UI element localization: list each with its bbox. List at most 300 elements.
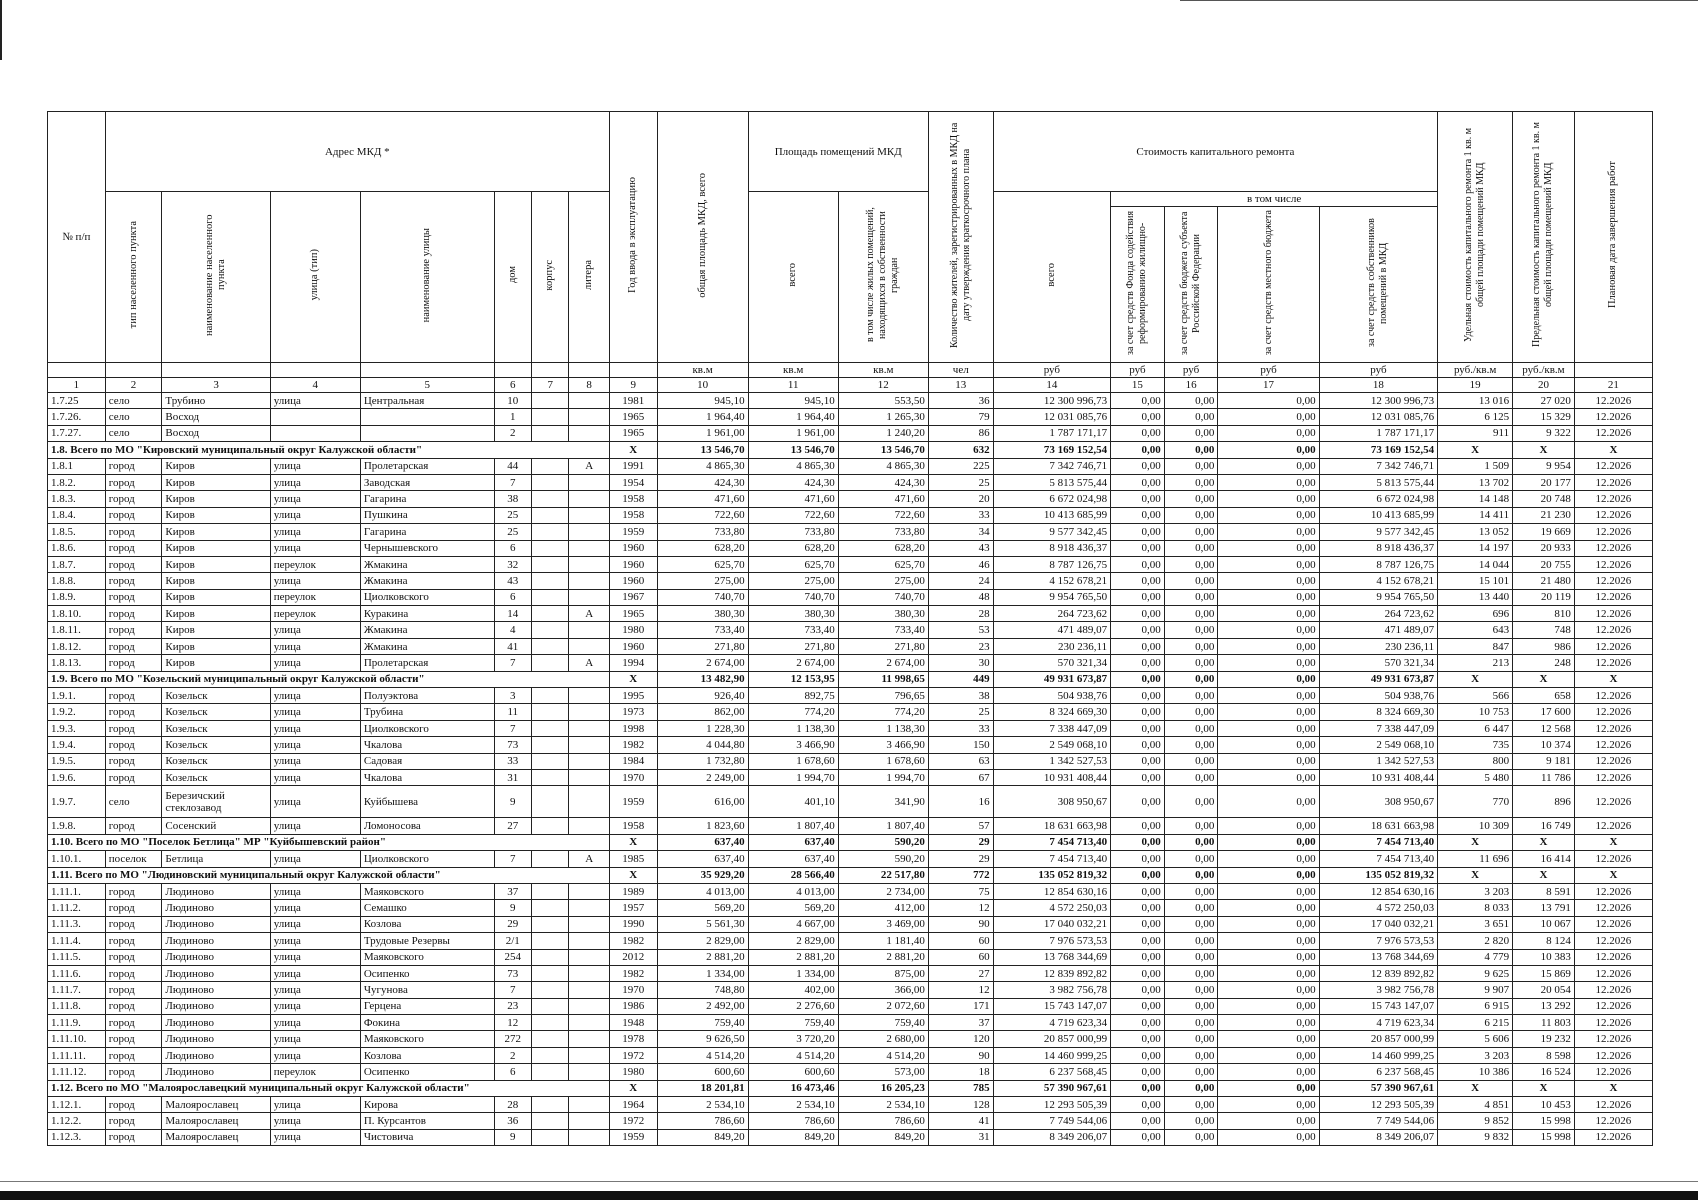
table-cell: Маяковского [360,949,494,965]
table-cell: 0,00 [1218,1129,1319,1145]
table-cell: 0,00 [1111,1097,1165,1113]
table-cell: 16 414 [1513,851,1575,867]
table-cell: 748 [1513,622,1575,638]
row-number: 1.11.12. [48,1064,106,1080]
table-cell [531,998,568,1014]
table-cell: город [105,556,162,572]
summary-cell: 11 998,65 [838,671,928,687]
header-cost-total: всего [1045,263,1057,287]
table-cell: 2 549 068,10 [993,737,1110,753]
table-cell: 12.2026 [1574,425,1652,441]
table-cell: Фокина [360,1015,494,1031]
table-cell: 1 994,70 [838,769,928,785]
table-cell: улица [270,524,360,540]
row-number: 1.11.7. [48,982,106,998]
table-cell: 271,80 [838,638,928,654]
table-cell: 722,60 [748,507,838,523]
table-cell [531,474,568,490]
table-cell: 29 [494,916,531,932]
table-cell [531,720,568,736]
summary-cell: X [1574,671,1652,687]
table-cell: 0,00 [1218,883,1319,899]
column-number: 9 [609,378,657,393]
summary-cell: 637,40 [657,834,748,850]
table-cell: 0,00 [1218,933,1319,949]
table-cell: 0,00 [1111,1129,1165,1145]
summary-label: 1.9. Всего по МО "Козельский муниципальный округ Калужской области" [48,671,610,687]
table-cell: 0,00 [1164,1047,1218,1063]
table-cell: город [105,688,162,704]
table-cell [569,1097,610,1113]
table-cell [569,622,610,638]
table-cell: 0,00 [1164,851,1218,867]
table-cell: 12.2026 [1574,393,1652,409]
table-cell: переулок [270,606,360,622]
unit-total-area: кв.м [657,363,748,378]
table-cell [569,982,610,998]
table-cell: 0,00 [1111,638,1165,654]
table-cell [531,655,568,671]
table-cell: 7 454 713,40 [1319,851,1438,867]
table-cell: 4 514,20 [657,1047,748,1063]
header-building: корпус [544,259,556,291]
table-cell: 9 852 [1438,1113,1513,1129]
unit-fund: руб [1111,363,1165,378]
table-cell: 628,20 [838,540,928,556]
table-cell: 18 631 663,98 [993,818,1110,834]
table-cell: 1 [494,409,531,425]
table-row [48,393,1653,409]
table-cell: 272 [494,1031,531,1047]
table-cell: 1 342 527,53 [1319,753,1438,769]
table-cell: 424,30 [748,474,838,490]
table-cell: 759,40 [657,1015,748,1031]
table-row [48,1031,1653,1047]
table-cell: 2/1 [494,933,531,949]
table-cell: 7 976 573,53 [993,933,1110,949]
table-cell: 1 334,00 [657,965,748,981]
table-cell: 926,40 [657,688,748,704]
table-cell: А [569,458,610,474]
summary-cell: 0,00 [1111,834,1165,850]
summary-row [48,442,1653,458]
summary-cell: 7 454 713,40 [993,834,1110,850]
table-cell: Жмакина [360,573,494,589]
table-row [48,851,1653,867]
table-cell: 5 606 [1438,1031,1513,1047]
table-cell: 23 [928,638,993,654]
table-cell: 14 411 [1438,507,1513,523]
table-cell: 6 672 024,98 [1319,491,1438,507]
table-cell: 0,00 [1164,507,1218,523]
table-cell: 120 [928,1031,993,1047]
table-cell: улица [270,916,360,932]
table-row [48,458,1653,474]
table-cell: улица [270,1129,360,1145]
table-row [48,556,1653,572]
table-cell: Жмакина [360,638,494,654]
table-cell: 4 572 250,03 [1319,900,1438,916]
table-cell: 849,20 [657,1129,748,1145]
table-cell: Людиново [162,933,270,949]
table-cell: 0,00 [1218,916,1319,932]
table-cell: 63 [928,753,993,769]
table-cell: 2 881,20 [748,949,838,965]
table-cell [531,589,568,605]
summary-cell: 0,00 [1164,671,1218,687]
summary-cell: 18 201,81 [657,1080,748,1096]
table-cell: 18 [928,1064,993,1080]
table-cell: 0,00 [1164,753,1218,769]
table-cell: 0,00 [1111,655,1165,671]
table-cell: 90 [928,1047,993,1063]
table-cell: 0,00 [1111,737,1165,753]
table-cell [531,638,568,654]
table-cell: 15 743 147,07 [993,998,1110,1014]
table-cell: 1 334,00 [748,965,838,981]
table-cell: 90 [928,916,993,932]
table-cell: 16 524 [1513,1064,1575,1080]
header-letter: литера [583,259,595,291]
table-cell: Семашко [360,900,494,916]
summary-cell: 0,00 [1164,1080,1218,1096]
table-cell: 24 [928,573,993,589]
table-cell: 12 [928,982,993,998]
table-cell: 0,00 [1218,1015,1319,1031]
table-cell: 308 950,67 [1319,786,1438,818]
table-cell: 1 678,60 [748,753,838,769]
row-number: 1.9.1. [48,688,106,704]
table-cell: 600,60 [748,1064,838,1080]
summary-cell: 0,00 [1218,834,1319,850]
table-cell: 20 748 [1513,491,1575,507]
table-cell: 0,00 [1164,1031,1218,1047]
summary-cell: 449 [928,671,993,687]
table-cell: 14 [494,606,531,622]
table-cell: 2 492,00 [657,998,748,1014]
table-cell [531,425,568,441]
table-cell: 1 787 171,17 [993,425,1110,441]
table-cell: 9 907 [1438,982,1513,998]
table-cell: 3 982 756,78 [1319,982,1438,998]
column-number: 10 [657,378,748,393]
table-cell: 6 [494,1064,531,1080]
table-cell: Пролетарская [360,458,494,474]
table-cell: 12 293 505,39 [993,1097,1110,1113]
table-cell: 892,75 [748,688,838,704]
table-cell: 0,00 [1111,851,1165,867]
table-cell: город [105,1064,162,1080]
table-cell: 1980 [609,1064,657,1080]
header-address-group: Адрес МКД * [105,112,609,192]
table-cell: 12.2026 [1574,1031,1652,1047]
row-number: 1.8.12. [48,638,106,654]
table-cell: 2 829,00 [657,933,748,949]
table-cell: 1982 [609,965,657,981]
table-cell: 12 839 892,82 [1319,965,1438,981]
table-cell: 0,00 [1164,982,1218,998]
table-cell: 2 549 068,10 [1319,737,1438,753]
table-cell: 0,00 [1164,474,1218,490]
table-cell: 1991 [609,458,657,474]
table-cell: 5 813 575,44 [993,474,1110,490]
table-cell: 11 [494,704,531,720]
table-cell: 570 321,34 [993,655,1110,671]
table-cell: 504 938,76 [993,688,1110,704]
table-cell: Людиново [162,1031,270,1047]
table-cell: А [569,851,610,867]
table-cell: 1982 [609,737,657,753]
table-cell: 4 044,80 [657,737,748,753]
table-cell [531,965,568,981]
summary-cell: 73 169 152,54 [1319,442,1438,458]
table-cell: 733,40 [748,622,838,638]
table-cell: 12.2026 [1574,1129,1652,1145]
table-cell: 1965 [609,425,657,441]
header-owners: за счет средств собственников помещений в МКД [1366,218,1390,347]
table-cell: Людиново [162,1064,270,1080]
unit-owners: руб [1319,363,1438,378]
table-row [48,573,1653,589]
column-number: 2 [105,378,162,393]
table-cell: 41 [928,1113,993,1129]
table-cell: 0,00 [1164,1129,1218,1145]
table-cell: 37 [494,883,531,899]
row-number: 1.8.5. [48,524,106,540]
table-cell: 27 020 [1513,393,1575,409]
table-cell: 8 918 436,37 [1319,540,1438,556]
table-cell: 740,70 [657,589,748,605]
table-cell: 733,80 [748,524,838,540]
table-cell [569,900,610,916]
table-cell: 7 749 544,06 [1319,1113,1438,1129]
row-number: 1.8.11. [48,622,106,638]
table-cell: 0,00 [1111,769,1165,785]
table-cell: 3 469,00 [838,916,928,932]
summary-cell: X [1513,867,1575,883]
table-cell: 20 [928,491,993,507]
table-cell [531,622,568,638]
header-premises-citizens: в том числе жилых помещений, находящихся в собственности граждан [865,207,901,343]
table-cell: Козельск [162,720,270,736]
table-cell: 230 236,11 [1319,638,1438,654]
table-cell: 44 [494,458,531,474]
table-cell: 12.2026 [1574,769,1652,785]
table-cell [569,1129,610,1145]
column-number: 13 [928,378,993,393]
table-cell: 12.2026 [1574,982,1652,998]
summary-cell: X [1513,1080,1575,1096]
summary-cell: 49 931 673,87 [993,671,1110,687]
table-cell: улица [270,720,360,736]
table-cell [531,1097,568,1113]
table-row [48,491,1653,507]
table-cell: 3 466,90 [748,737,838,753]
table-cell: 12 839 892,82 [993,965,1110,981]
table-row [48,720,1653,736]
table-cell: улица [270,883,360,899]
table-cell: 1 787 171,17 [1319,425,1438,441]
summary-cell: 0,00 [1111,867,1165,883]
table-cell: 0,00 [1164,1015,1218,1031]
table-cell: 911 [1438,425,1513,441]
table-cell: 0,00 [1111,1064,1165,1080]
table-cell: 1958 [609,818,657,834]
table-cell: 8 349 206,07 [993,1129,1110,1145]
unit-premises-total: кв.м [748,363,838,378]
table-cell: 0,00 [1111,409,1165,425]
table-cell [531,507,568,523]
table-cell: 28 [494,1097,531,1113]
table-cell: 20 857 000,99 [993,1031,1110,1047]
table-cell: 0,00 [1111,622,1165,638]
table-cell: улица [270,638,360,654]
table-cell: 986 [1513,638,1575,654]
table-cell: 13 440 [1438,589,1513,605]
table-cell: 875,00 [838,965,928,981]
table-cell: 1958 [609,507,657,523]
table-row [48,589,1653,605]
table-cell: город [105,737,162,753]
table-cell: город [105,753,162,769]
table-cell: 6 215 [1438,1015,1513,1031]
table-row [48,474,1653,490]
table-cell: 0,00 [1164,540,1218,556]
table-cell: 774,20 [838,704,928,720]
table-cell: 17 600 [1513,704,1575,720]
table-cell: 0,00 [1111,753,1165,769]
table-cell: 13 292 [1513,998,1575,1014]
table-cell: 32 [494,556,531,572]
table-cell: П. Курсантов [360,1113,494,1129]
table-cell: 0,00 [1164,1113,1218,1129]
table-row [48,409,1653,425]
row-number: 1.9.6. [48,769,106,785]
table-cell: Чкалова [360,737,494,753]
table-cell: 573,00 [838,1064,928,1080]
table-cell: 2 249,00 [657,769,748,785]
table-cell [569,491,610,507]
table-cell [531,753,568,769]
table-cell: улица [270,704,360,720]
table-cell: 0,00 [1111,491,1165,507]
table-cell: 4 514,20 [838,1047,928,1063]
table-cell: город [105,720,162,736]
table-cell: 8 591 [1513,883,1575,899]
table-cell: 0,00 [1218,474,1319,490]
table-cell: 7 [494,474,531,490]
summary-cell: 0,00 [1164,834,1218,850]
table-cell: 17 040 032,21 [1319,916,1438,932]
table-cell: 6 [494,589,531,605]
table-cell: 0,00 [1164,409,1218,425]
table-cell [569,933,610,949]
summary-cell: 22 517,80 [838,867,928,883]
column-number: 19 [1438,378,1513,393]
table-cell: 12 854 630,16 [993,883,1110,899]
table-cell: 0,00 [1111,393,1165,409]
summary-row [48,867,1653,883]
column-number: 17 [1218,378,1319,393]
table-cell: 15 743 147,07 [1319,998,1438,1014]
table-cell: 308 950,67 [993,786,1110,818]
table-cell: 2 674,00 [748,655,838,671]
table-cell [531,1047,568,1063]
table-cell: 6 447 [1438,720,1513,736]
table-cell: 8 124 [1513,933,1575,949]
table-cell: 7 [494,851,531,867]
table-cell: 774,20 [748,704,838,720]
table-cell [569,507,610,523]
table-cell: 20 054 [1513,982,1575,998]
summary-cell: 16 205,23 [838,1080,928,1096]
table-cell: Трудовые Резервы [360,933,494,949]
table-cell: Восход [162,409,270,425]
table-cell: 43 [494,573,531,589]
table-cell: 7 342 746,71 [993,458,1110,474]
table-cell: 12 568 [1513,720,1575,736]
table-cell: 25 [494,524,531,540]
table-row [48,606,1653,622]
table-cell: 849,20 [748,1129,838,1145]
table-cell [569,998,610,1014]
table-cell: Циолковского [360,851,494,867]
table-cell: Козельск [162,753,270,769]
table-cell: Киров [162,606,270,622]
table-cell: 0,00 [1111,556,1165,572]
table-cell: 896 [1513,786,1575,818]
table-cell: 1960 [609,540,657,556]
table-cell: Людиново [162,1047,270,1063]
table-cell: город [105,933,162,949]
table-row [48,818,1653,834]
table-cell: 5 480 [1438,769,1513,785]
table-cell: 380,30 [748,606,838,622]
table-cell: 0,00 [1164,1064,1218,1080]
table-cell: переулок [270,1064,360,1080]
table-cell: переулок [270,589,360,605]
table-cell: 31 [928,1129,993,1145]
table-cell: 1984 [609,753,657,769]
table-cell: 1 807,40 [748,818,838,834]
table-cell: 1 994,70 [748,769,838,785]
table-cell: 0,00 [1164,900,1218,916]
table-cell: 248 [1513,655,1575,671]
table-cell: 1 228,30 [657,720,748,736]
table-cell: 1964 [609,1097,657,1113]
table-cell: 275,00 [838,573,928,589]
table-cell: 25 [494,507,531,523]
column-number: 5 [360,378,494,393]
table-cell: 0,00 [1218,1064,1319,1080]
table-cell: село [105,786,162,818]
table-cell: 2 680,00 [838,1031,928,1047]
table-cell: 3 203 [1438,1047,1513,1063]
table-cell: улица [270,737,360,753]
table-cell: 2 881,20 [657,949,748,965]
table-cell: 0,00 [1111,474,1165,490]
table-cell: 12.2026 [1574,737,1652,753]
table-cell: 0,00 [1111,507,1165,523]
table-cell [531,524,568,540]
table-cell: 271,80 [657,638,748,654]
table-cell: 380,30 [838,606,928,622]
table-cell: 15 869 [1513,965,1575,981]
table-cell: 733,80 [657,524,748,540]
table-cell: Малоярославец [162,1129,270,1145]
table-cell: 0,00 [1111,540,1165,556]
table-cell: 7 [494,655,531,671]
